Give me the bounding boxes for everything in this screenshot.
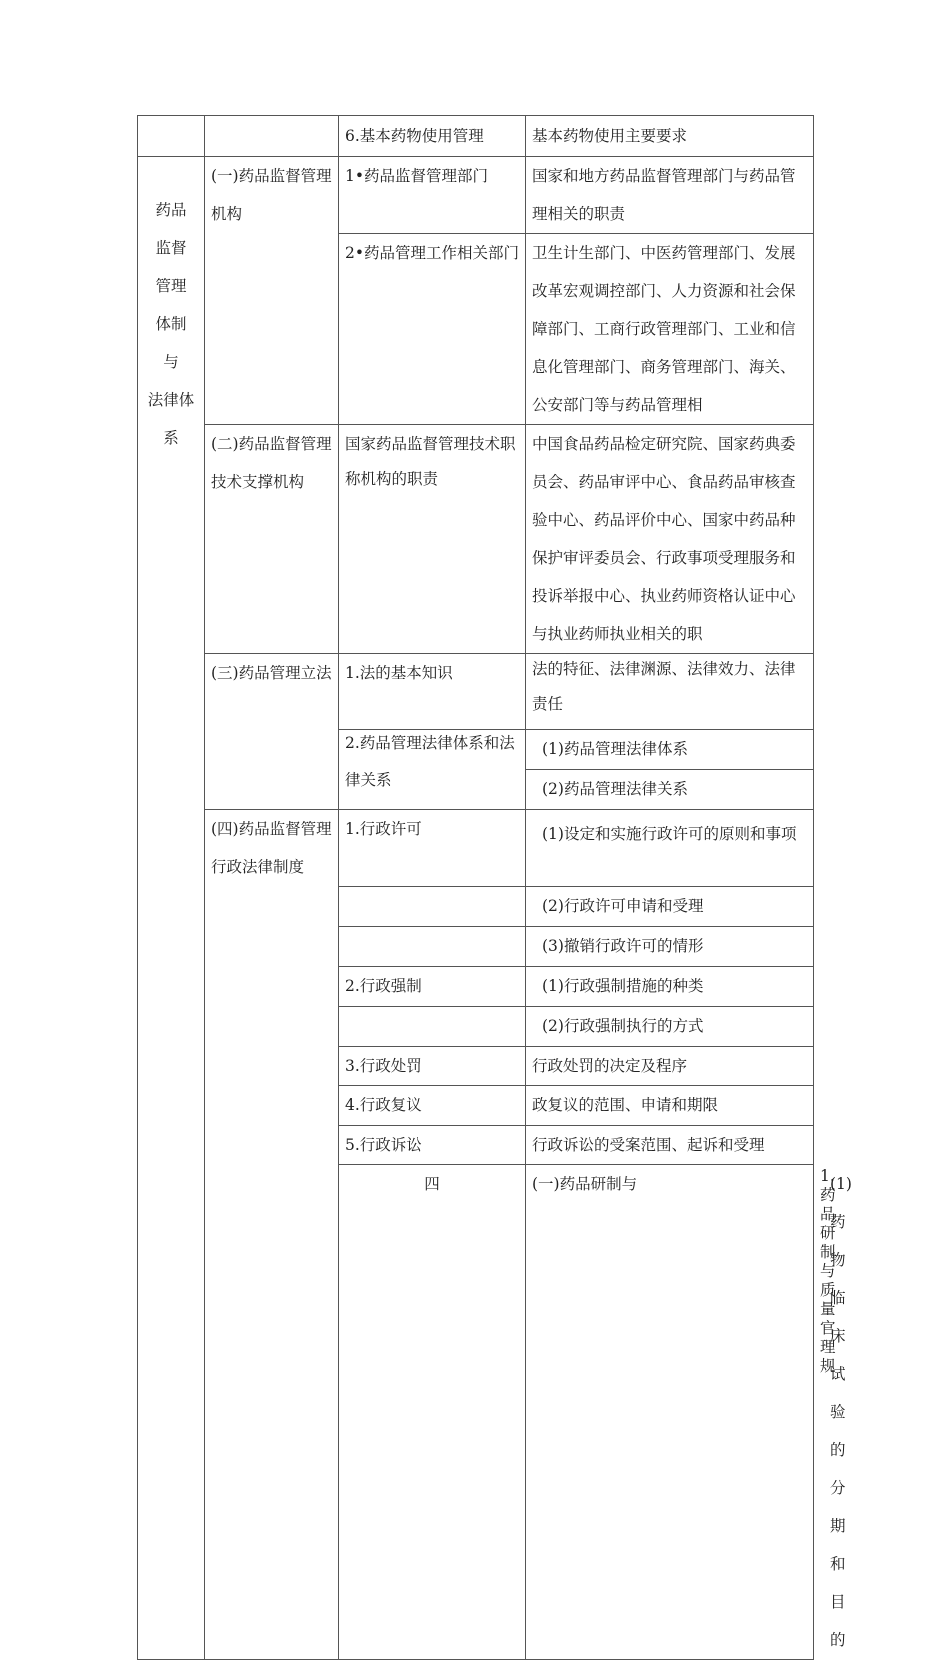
description-line-1: 法的特征、法律渊源、法律效力、法律 <box>532 660 796 678</box>
unit-title-cell: 药品 监督 管理 体制 与 法律体 系 <box>138 157 205 1660</box>
section-title-cell: (二)药品监督管理技术支撑机构 <box>205 425 339 654</box>
item-cell: 5.行政诉讼 <box>339 1126 526 1165</box>
item-cell <box>339 1007 526 1047</box>
item-text: 2•药品管理工作相关部门 <box>345 244 520 262</box>
description-cell: (2)行政强制执行的方式 <box>526 1007 814 1047</box>
header-cell-3: 6.基本药物使用管理 <box>339 116 526 157</box>
table-row-last: 四 (一)药品研制与 1.药品研制与质量官理规 (1)药物临床试验的分期和目的 <box>138 1165 814 1660</box>
section-title-cell: (一)药品监督管理机构 <box>205 157 339 425</box>
item-text-line-2: 律关系 <box>345 771 392 789</box>
item-cell: 4.行政复议 <box>339 1086 526 1126</box>
item-cell: 1•药品监督管理部门 <box>339 157 526 234</box>
section-title-cell: (三)药品管理立法 <box>205 654 339 810</box>
item-cell <box>339 425 526 654</box>
description-cell: 政复议的范围、申请和期限 <box>526 1086 814 1126</box>
table-row <box>138 810 814 887</box>
description-cell: 行政处罚的决定及程序 <box>526 1047 814 1086</box>
item-cell <box>339 234 526 425</box>
description-cell <box>526 654 814 730</box>
header-cell-4: 基本药物使用主要要求 <box>526 116 814 157</box>
header-cell-2 <box>205 116 339 157</box>
description-cell: (1)药品管理法律体系 <box>526 730 814 770</box>
item-cell <box>339 730 526 810</box>
item-text-line-1: 国家药品监督管理技术职 <box>345 435 516 453</box>
item-cell: 3.行政处罚 <box>339 1047 526 1086</box>
table-row <box>138 654 814 730</box>
description-cell: 国家和地方药品监督管理部门与药品管理相关的职责 <box>526 157 814 234</box>
section-title-cell: (一)药品研制与 <box>526 1165 814 1660</box>
item-cell: 1.法的基本知识 <box>339 654 526 730</box>
table-row-header <box>138 116 814 157</box>
table-row <box>138 157 814 234</box>
description-cell: (2)药品管理法律关系 <box>526 770 814 810</box>
description-cell: (1)行政强制措施的种类 <box>526 967 814 1007</box>
description-line-2: 责任 <box>532 695 564 713</box>
description-cell: 中国食品药品检定研究院、国家药典委员会、药品审评中心、食品药品审核查验中心、药品评价中心、国家中药品种保护审评委员会、行政事项受理服务和投诉举报中心、执业药师资格认证中心与执业药师执业相关的职 <box>526 425 814 654</box>
header-cell-1 <box>138 116 205 157</box>
description-cell: (3)撤销行政许可的情形 <box>526 927 814 967</box>
description-cell: (1)设定和实施行政许可的原则和事项 <box>526 810 814 887</box>
unit-number-cell: 四 <box>339 1165 526 1660</box>
item-text-line-2: 称机构的职责 <box>345 470 439 488</box>
syllabus-table <box>137 115 852 1660</box>
section-title-cell: (四)药品监督管理行政法律制度 <box>205 810 339 1660</box>
item-cell <box>339 927 526 967</box>
item-cell <box>339 887 526 927</box>
item-cell: 1.行政许可 <box>339 810 526 887</box>
description-cell: 卫生计生部门、中医药管理部门、发展改革宏观调控部门、人力资源和社会保障部门、工商行政管理部门、工业和信息化管理部门、商务管理部门、海关、公安部门等与药品管理相 <box>526 234 814 425</box>
table-row <box>138 425 814 654</box>
item-cell: 2.行政强制 <box>339 967 526 1007</box>
item-text-line-1: 2.药品管理法律体系和法 <box>345 734 515 752</box>
description-cell: 行政诉讼的受案范围、起诉和受理 <box>526 1126 814 1165</box>
description-cell: (2)行政许可申请和受理 <box>526 887 814 927</box>
